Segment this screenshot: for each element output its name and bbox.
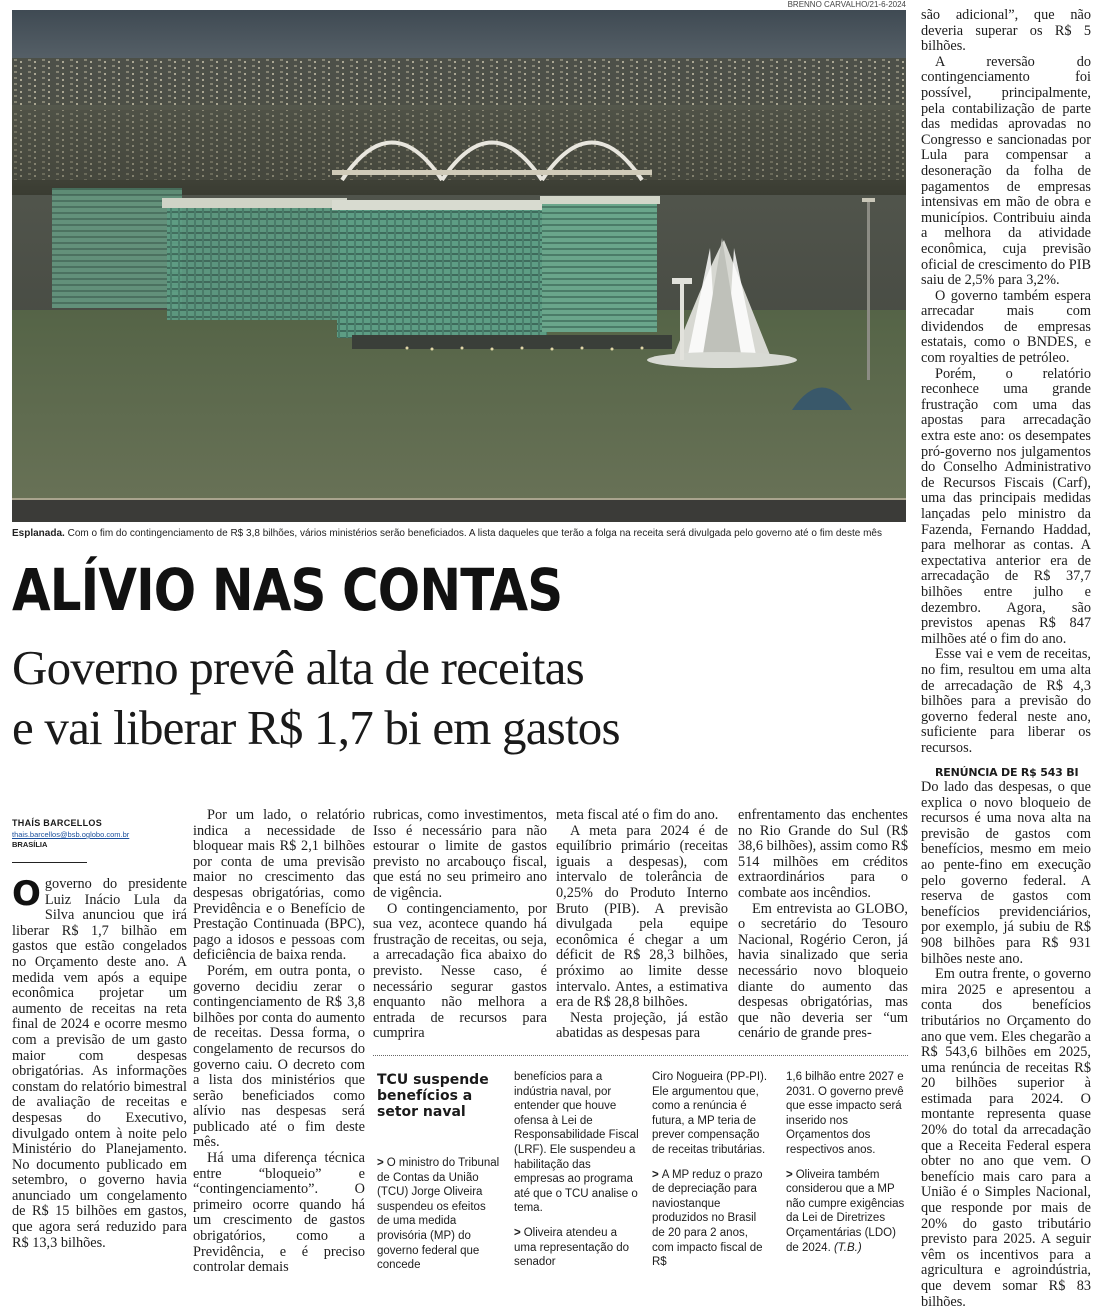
drop-cap: O [12,874,41,914]
article-paragraph: Por um lado, o relatório indica a necessidade de bloquear mais R$ 2,1 bilhões por conta de uma previsão maior no crescimento das despesas obrigatórias, como Previdência e o Benefício de Prestação Continuada (BPC), pago a idosos e pessoas com deficiência de baixa renda. [193,807,365,964]
photo-caption [12,527,906,540]
box-column-3 [652,1070,772,1280]
box-column-4 [786,1070,906,1265]
news-photo [12,10,906,522]
caption-text: Com o fim do contingenciamento de R$ 3,8 bilhões, vários ministérios serão beneficiados. A lista daqueles que terão a folga na receita será divulgada pelo governo até o fim deste mês [64,528,882,539]
box-column-1 [377,1156,501,1283]
box-paragraph: Ciro Nogueira (PP-PI). Ele argumentou que, como a renúncia é futura, a MP teria de prever compensação de receitas tributárias. [652,1071,768,1156]
kicker-title: ALÍVIO NAS CONTAS [12,556,563,624]
article-column-right-bottom [921,766,1091,1310]
box-paragraph: > Oliveira atendeu a uma representação do senador [514,1226,630,1269]
dateline-place: BRASÍLIA [12,840,48,849]
article-paragraph: são adicional”, que não deveria superar os R$ 5 bilhões. [921,7,1091,55]
article-column-right-top [921,8,1091,757]
article-paragraph: A meta para 2024 é de equilíbrio primário (receitas iguais a despesas), com intervalo de tolerância de 0,25% do Produto Interno Bruto (PIB). A previsão divulgada pela equipe econômica é chegar a um déficit de R$ 28,3 bilhões, próximo ao limite desse intervalo. Antes, a estimativa era de R$ 28,8 bilhões. [556,822,728,1011]
box-title: TCU suspende benefícios a setor naval [377,1072,489,1120]
box-paragraph: > Oliveira também considerou que a MP não cumpre exigências da Lei de Diretrizes Orçamentárias (LDO) de 2024. (T.B.) [786,1168,905,1254]
article-paragraph: Ogoverno do presidente Luiz Inácio Lula da Silva anunciou que irá liberar R$ 1,7 bilhão em gastos que estão congelados no Orçamento deste ano. A medida vem após a equipe econômica projetar um aumento de receitas na reta final de 2024 e ocorre mesmo com a previsão de um gasto maior com despesas obrigatórias. As informações constam do relatório bimestral de avaliação de receitas e despesas do Executivo, divulgado ontem à noite pelo Ministério do Planejamento. No documento publicado em setembro, o governo havia anunciado um congelamento de R$ 15 bilhões em gastos, que agora será reduzido para R$ 13,3 bilhões. [12,874,187,1251]
author-email-link[interactable]: thais.barcellos@bsb.oglobo.com.br [12,830,130,839]
article-paragraph: Há uma diferença técnica entre “bloqueio” e “contingenciamento”. O primeiro ocorre quando há um crescimento de gastos obrigatórios, como a Previdência, e é preciso controlar demais [193,1150,365,1276]
headline [12,638,906,758]
bullet-chevron-icon: > [652,1168,659,1181]
article-paragraph: A reversão do contingenciamento foi possível, principalmente, pela contabilização de parte das medidas aprovadas no Congresso e sancionadas por Lula para compensar a desoneração da folha de pagamentos de empresas intensivas em mão de obra e municípios. Contribuiu ainda a melhora da atividade econômica, cuja previsão oficial de crescimento do PIB saiu de 2,5% para 3,2%. [921,53,1091,289]
box-paragraph: benefícios para a indústria naval, por entender que houve ofensa à Lei de Responsabilidade Fiscal (LRF). Ele suspendeu a habilitação das empresas ao programa até que o TCU analise o tema. [514,1071,639,1215]
bullet-chevron-icon: > [514,1226,521,1239]
article-column-1 [12,874,187,1251]
article-paragraph: Porém, em outra ponta, o governo decidiu zerar o contingenciamento de R$ 3,8 bilhões por conta do aumento de receitas. Dessa forma, o congelamento de recursos do governo caiu. O decreto com a lista dos ministérios que serão beneficiados como alívio nas despesas será publicado até o fim deste mês. [193,962,365,1151]
box-paragraph: > A MP reduz o prazo de depreciação para naviostanque produzidos no Brasil de 20 para 2 anos, com impacto fiscal de R$ [652,1168,763,1269]
article-column-5 [738,808,908,1042]
article-paragraph: Em entrevista ao GLOBO, o secretário do Tesouro Nacional, Rogério Ceron, já havia sinalizado que seria necessário novo bloqueio diante do aumento das despesas obrigatórias, mas que não deveria ser “um cenário de grande pres- [738,900,908,1042]
article-paragraph: Do lado das despesas, o que explica o novo bloqueio de recursos é uma nova alta na previsão de gastos com benefícios, mesmo em meio ao pente-fino em execução pelo governo federal. A reserva de gastos com benefícios previdenciários, por exemplo, já subiu de R$ 908 bilhões para R$ 931 bilhões neste ano. [921,779,1091,967]
photo-credit: BRENNO CARVALHO/21-6-2024 [787,0,906,9]
caption-lead: Esplanada. [12,528,65,539]
article-paragraph: meta fiscal até o fim do ano. [556,807,719,823]
author-name: THAÍS BARCELLOS [12,818,102,828]
sidebar-box [373,1055,908,1277]
bullet-chevron-icon: > [377,1157,384,1169]
box-column-2 [514,1070,640,1280]
article-column-3 [373,808,547,1042]
article-paragraph: Esse vai e vem de receitas, no fim, resultou em uma alta de arrecadação de R$ 4,3 bilhões para a previsão do governo federal neste ano, suficiente para liberar os recursos. [921,646,1091,756]
box-paragraph: > O ministro do Tribunal de Contas da União (TCU) Jorge Oliveira suspendeu os efeitos de uma medida provisória (MP) do governo federal que concede [377,1157,500,1272]
byline [12,818,187,849]
bullet-chevron-icon: > [786,1168,793,1181]
box-paragraph: 1,6 bilhão entre 2027 e 2031. O governo prevê que esse impacto será inserido nos Orçamentos dos respectivos anos. [786,1071,904,1156]
byline-divider [12,862,87,863]
article-paragraph: O contingenciamento, por sua vez, acontece quando há frustração de receitas, ou seja, a arrecadação fica abaixo do previsto. Nesse caso, é necessário segurar gastos enquanto não melhora a entrada de recursos para cumprira [373,900,547,1042]
article-paragraph: O governo também espera arrecadar mais com dividendos de empresas estatais, como o BNDES, e com royalties de petróleo. [921,287,1091,367]
section-subhead: RENÚNCIA DE R$ 543 BI [935,766,1079,779]
article-paragraph: enfrentamento das enchentes no Rio Grande do Sul (R$ 38,6 bilhões), assim como R$ 514 milhões em créditos extraordinários para o combate aos incêndios. [738,807,908,901]
headline-line-1: Governo prevê alta de receitas [12,640,584,695]
box-signature: (T.B.) [833,1241,862,1254]
article-paragraph: Nesta projeção, já estão abatidas as despesas para [556,1009,728,1042]
article-column-4 [556,808,728,1042]
headline-line-2: e vai liberar R$ 1,7 bi em gastos [12,700,620,755]
article-paragraph: Em outra frente, o governo mira 2025 e apresentou a conta dos benefícios tributários no Orçamento do ano que vem. Eles chegarão a R$ 543,6 bilhões em 2025, uma renúncia de receitas R$ 20 bilhões superior à estimada para 2024. O montante representa quase 20% do total da arrecadação que a Receita Federal espera obter no ano que vem. O benefício mais caro para a União é o Simples Nacional, que responde por mais de 20% do gasto tributário previsto para 2025. A seguir vêm os incentivos para a agricultura e agroindústria, que devem somar R$ 83 bilhões. [921,966,1091,1310]
article-paragraph: Porém, o relatório reconhece uma grande frustração com uma das apostas para arrecadação extra este ano: os desempates pró-governo nos julgamentos do Conselho Administrativo de Recursos Fiscais (Carf), uma das principais medidas lançadas pelo ministro da Fazenda, Fernando Haddad, para melhorar as contas. A expectativa anterior era de arrecadação de R$ 37,7 bilhões entre julho e dezembro. Agora, são previstos apenas R$ 847 milhões até o fim do ano. [921,365,1091,647]
article-paragraph: rubricas, como investimentos, Isso é necessário para não estourar o limite de gastos previsto no arcabouço fiscal, que está no seu primeiro ano de vigência. [373,807,547,901]
article-column-2 [193,808,365,1276]
